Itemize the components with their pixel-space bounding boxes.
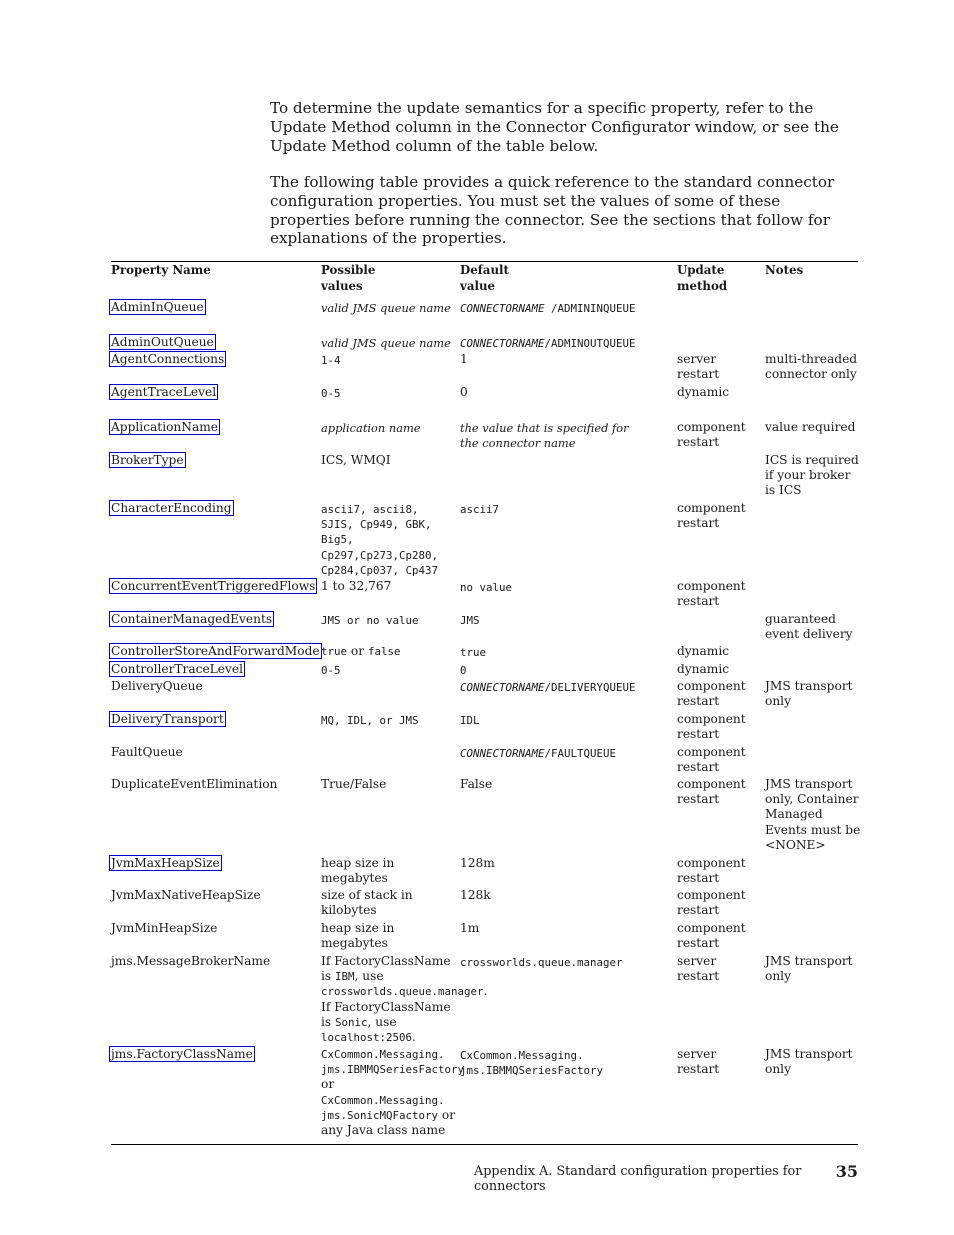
default-value-cell: ascii7	[460, 503, 500, 516]
update-method-cell: component restart	[677, 420, 746, 450]
default-value-cell: no value	[460, 581, 513, 594]
property-link[interactable]: ContainerManagedEvents	[111, 612, 273, 626]
property-name-cell[interactable]	[111, 501, 316, 516]
update-method-cell: component restart	[677, 777, 746, 807]
default-value-cell: 128m	[460, 856, 495, 870]
default-value-cell: 0	[460, 664, 467, 677]
footer-title: Appendix A. Standard configuration properties for connectors	[474, 1164, 802, 1194]
header-possible-values: Possible values	[321, 263, 376, 293]
property-name-cell[interactable]	[111, 662, 316, 677]
default-value-cell: JMS	[460, 614, 480, 627]
notes-cell: JMS transport only	[765, 954, 853, 984]
possible-values-cell: 1-4	[321, 354, 341, 367]
notes-cell: value required	[765, 420, 856, 434]
possible-values-cell: 0-5	[321, 664, 341, 677]
notes-cell: guaranteed event delivery	[765, 612, 853, 642]
property-link[interactable]: DeliveryTransport	[111, 712, 224, 726]
update-method-cell: component restart	[677, 579, 746, 609]
table-top-rule	[111, 261, 858, 262]
default-value-cell: CONNECTORNAME/FAULTQUEUE	[460, 747, 617, 760]
property-name-cell: JvmMinHeapSize	[111, 921, 218, 935]
possible-values-cell: true or false	[321, 644, 401, 658]
property-link[interactable]: AdminOutQueue	[111, 335, 214, 349]
property-link[interactable]: ControllerTraceLevel	[111, 662, 243, 676]
property-link[interactable]: ConcurrentEventTriggeredFlows	[111, 579, 316, 593]
property-name-cell: FaultQueue	[111, 745, 183, 759]
update-method-cell: component restart	[677, 856, 746, 886]
default-value-cell: IDL	[460, 714, 480, 727]
possible-values-cell: heap size in megabytes	[321, 921, 395, 951]
header-default-value: Default value	[460, 263, 509, 293]
update-method-cell: dynamic	[677, 385, 730, 399]
update-method-cell: component restart	[677, 921, 746, 951]
property-link[interactable]: CharacterEncoding	[111, 501, 232, 515]
property-name-cell: jms.MessageBrokerName	[111, 954, 271, 968]
property-name-cell[interactable]	[111, 352, 316, 367]
possible-values-cell: application name	[321, 421, 421, 435]
property-name-cell[interactable]	[111, 1047, 316, 1062]
property-link[interactable]: ApplicationName	[111, 420, 218, 434]
possible-values-cell: ascii7, ascii8, SJIS, Cp949, GBK, Big5, Cp297,Cp273,Cp280, Cp284,Cp037, Cp437	[321, 503, 439, 577]
possible-values-cell: If FactoryClassName is IBM, use crossworlds.queue.manager. If FactoryClassName is Sonic, use localhost:2506.	[321, 954, 488, 1045]
notes-cell: multi-threaded connector only	[765, 352, 858, 382]
property-name-cell[interactable]	[111, 420, 316, 435]
header-notes: Notes	[765, 263, 804, 277]
property-name-cell[interactable]	[111, 856, 316, 871]
possible-values-cell: valid JMS queue name	[321, 336, 451, 350]
update-method-cell: server restart	[677, 954, 720, 984]
default-value-cell: crossworlds.queue.manager	[460, 956, 623, 969]
property-name-cell[interactable]	[111, 335, 316, 350]
default-value-cell: 0	[460, 385, 468, 399]
notes-cell: JMS transport only, Container Managed Events must be <NONE>	[765, 777, 861, 852]
update-method-cell: component restart	[677, 501, 746, 531]
intro-paragraph-2: The following table provides a quick reference to the standard connector configuration properties. You must set the values of some of these properties before running the connector. See the sections that follow for explanations of the properties.	[270, 173, 835, 248]
page-number: 35	[835, 1162, 858, 1181]
property-name-cell[interactable]	[111, 644, 320, 659]
possible-values-cell: 1 to 32,767	[321, 579, 392, 593]
possible-values-cell: 0-5	[321, 387, 341, 400]
property-link[interactable]: AgentConnections	[111, 352, 225, 366]
default-value-cell: 128k	[460, 888, 491, 902]
header-update-method: Update method	[677, 263, 728, 293]
property-name-cell[interactable]	[111, 300, 316, 315]
property-link[interactable]: AdminInQueue	[111, 300, 204, 314]
default-value-cell: CONNECTORNAME/ADMINOUTQUEUE	[460, 337, 636, 350]
update-method-cell: server restart	[677, 1047, 720, 1077]
default-value-cell: False	[460, 777, 493, 791]
default-value-cell: the value that is specified for the connector name	[460, 421, 629, 451]
notes-cell: JMS transport only	[765, 679, 853, 709]
possible-values-cell: True/False	[321, 777, 387, 791]
possible-values-cell: ICS, WMQI	[321, 453, 391, 467]
property-name-cell[interactable]	[111, 453, 316, 468]
property-link[interactable]: BrokerType	[111, 453, 184, 467]
property-link[interactable]: jms.FactoryClassName	[111, 1047, 253, 1061]
update-method-cell: component restart	[677, 745, 746, 775]
property-name-cell[interactable]	[111, 385, 316, 400]
possible-values-cell: heap size in megabytes	[321, 856, 395, 886]
notes-cell: JMS transport only	[765, 1047, 853, 1077]
property-name-cell[interactable]	[111, 579, 316, 594]
notes-cell: ICS is required if your broker is ICS	[765, 453, 859, 498]
property-link[interactable]: ControllerStoreAndForwardMode	[111, 644, 320, 658]
update-method-cell: dynamic	[677, 644, 730, 658]
possible-values-cell: MQ, IDL, or JMS	[321, 714, 419, 727]
possible-values-cell: valid JMS queue name	[321, 301, 451, 315]
update-method-cell: dynamic	[677, 662, 730, 676]
property-name-cell: DuplicateEventElimination	[111, 777, 278, 791]
update-method-cell: component restart	[677, 679, 746, 709]
property-name-cell: DeliveryQueue	[111, 679, 203, 693]
default-value-cell: 1	[460, 352, 468, 366]
property-name-cell[interactable]	[111, 612, 316, 627]
default-value-cell: true	[460, 646, 487, 659]
page-footer	[474, 1164, 858, 1194]
update-method-cell: component restart	[677, 712, 746, 742]
property-link[interactable]: AgentTraceLevel	[111, 385, 217, 399]
default-value-cell: CONNECTORNAME /ADMININQUEUE	[460, 302, 636, 315]
default-value-cell: CONNECTORNAME/DELIVERYQUEUE	[460, 681, 636, 694]
update-method-cell: server restart	[677, 352, 720, 382]
property-link[interactable]: JvmMaxHeapSize	[111, 856, 220, 870]
default-value-cell: CxCommon.Messaging. jms.IBMMQSeriesFactory	[460, 1049, 604, 1078]
property-name-cell[interactable]	[111, 712, 316, 727]
property-name-cell: JvmMaxNativeHeapSize	[111, 888, 261, 902]
default-value-cell: 1m	[460, 921, 480, 935]
possible-values-cell: size of stack in kilobytes	[321, 888, 413, 918]
possible-values-cell: JMS or no value	[321, 614, 419, 627]
possible-values-cell: CxCommon.Messaging. jms.IBMMQSeriesFactory or CxCommon.Messaging. jms.SonicMQFactory or any Java class name	[321, 1048, 465, 1138]
update-method-cell: component restart	[677, 888, 746, 918]
header-property-name: Property Name	[111, 263, 211, 277]
table-bottom-rule	[111, 1144, 858, 1145]
intro-paragraph-1: To determine the update semantics for a specific property, refer to the Update Method column in the Connector Configurator window, or see the Update Method column of the table below.	[270, 99, 839, 155]
